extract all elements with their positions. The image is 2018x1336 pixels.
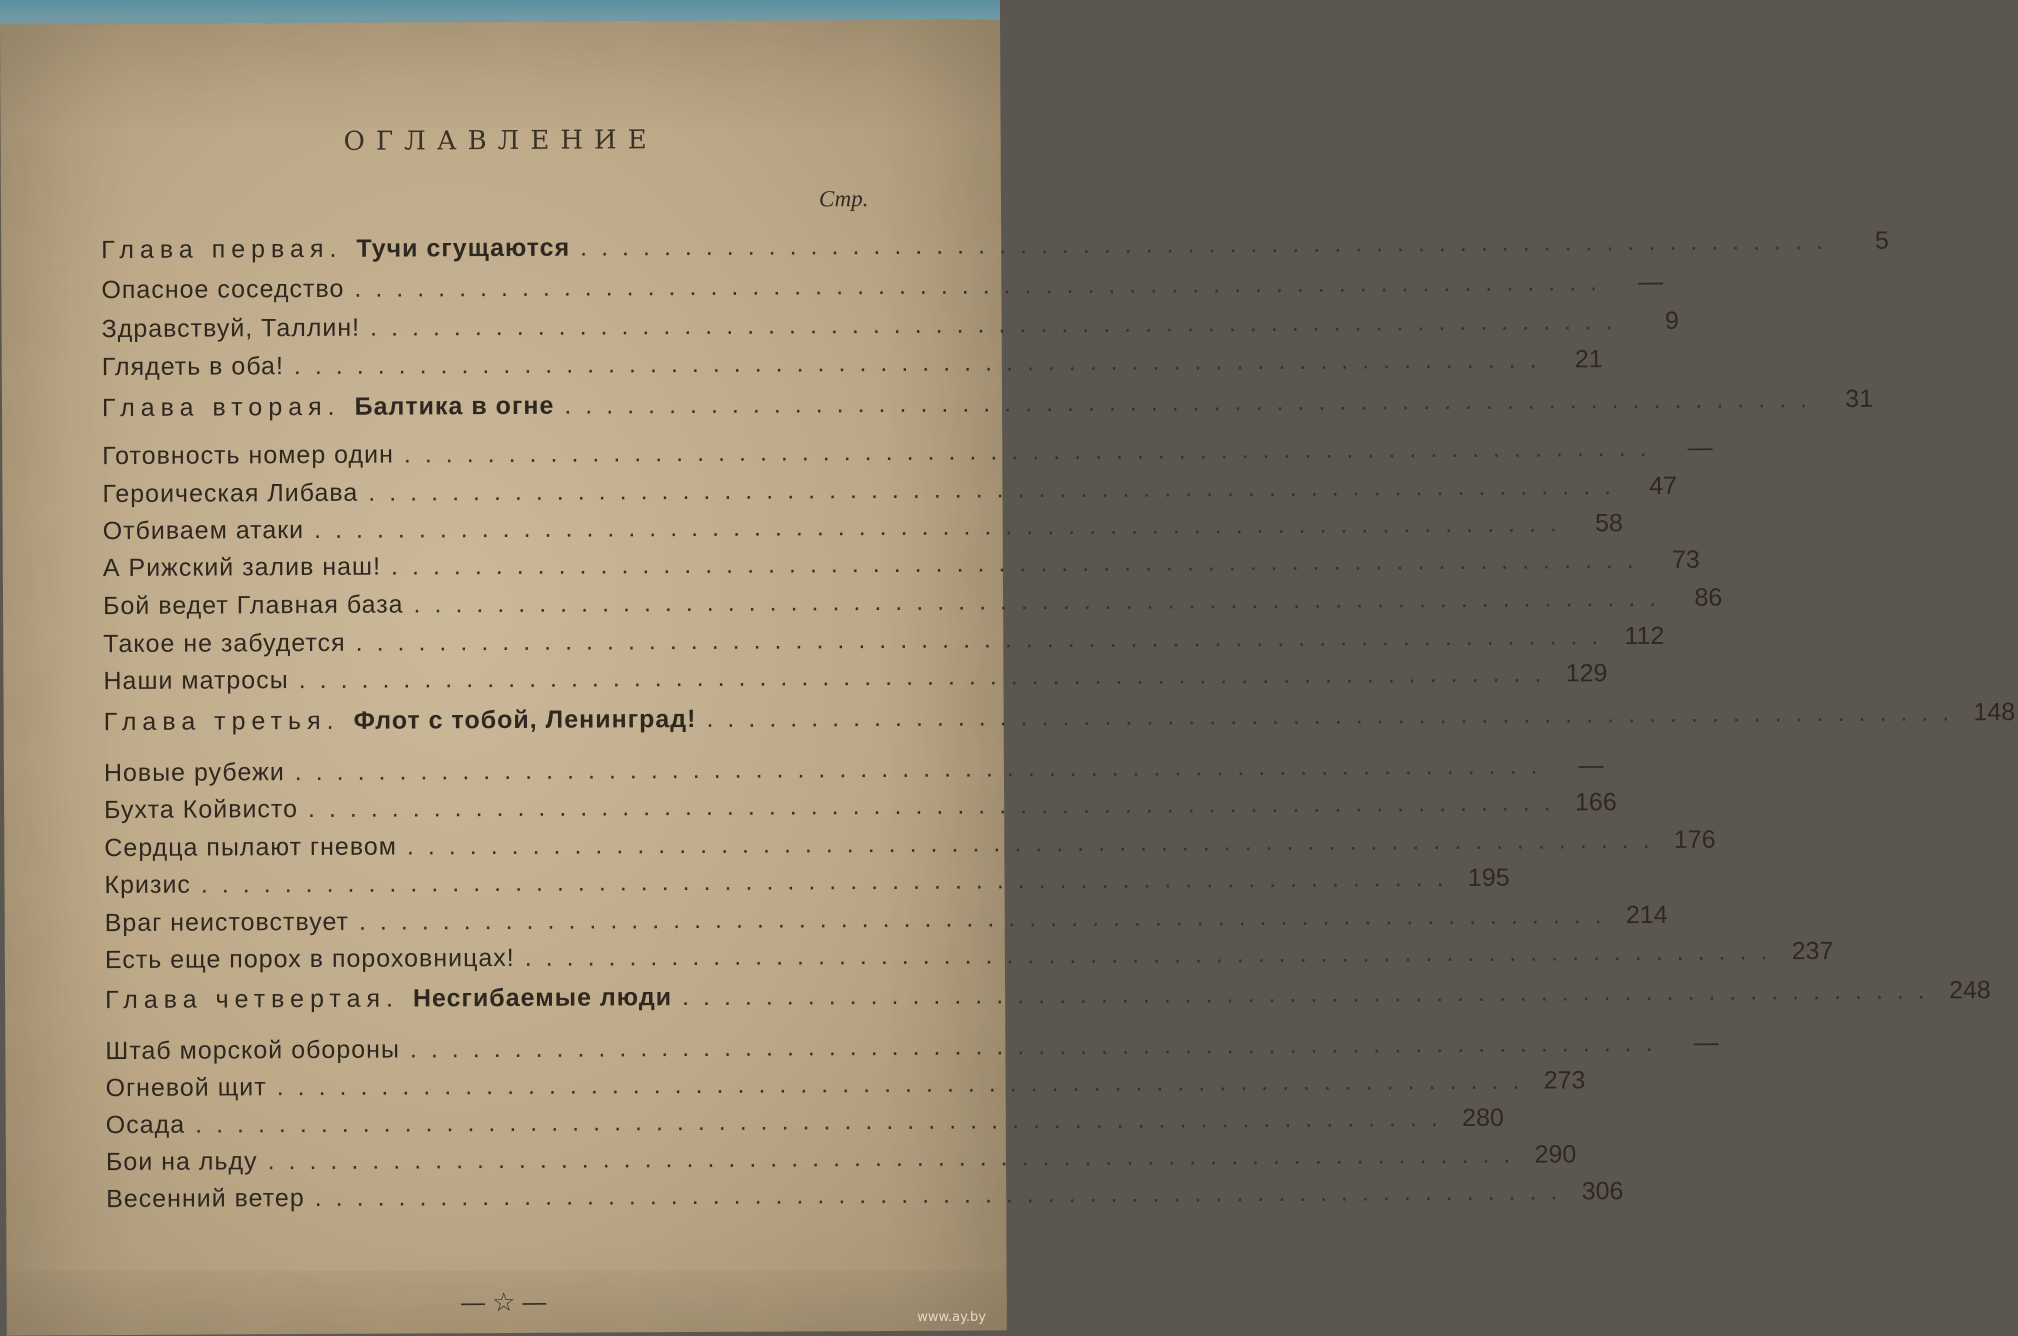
dot-leader: ............................................................ xyxy=(564,385,1822,420)
dot-leader: ............................................................ xyxy=(354,268,1612,303)
page-column-label: Стр. xyxy=(818,186,869,212)
toc-chapter-row xyxy=(103,698,2016,744)
dot-leader: ............................................................ xyxy=(706,698,1964,733)
toc-section-row xyxy=(105,1103,1504,1147)
section-title: Кризис xyxy=(104,870,191,900)
dot-leader: ............................................................ xyxy=(314,1177,1572,1212)
page-number: 148 xyxy=(1973,698,2016,727)
dot-leader: ............................................................ xyxy=(355,622,1613,657)
page-number: 248 xyxy=(1948,976,1991,1005)
watermark: www.ay.by xyxy=(917,1310,986,1325)
toc-section-row xyxy=(102,433,1713,478)
dot-leader: ............................................................ xyxy=(267,1140,1525,1176)
page-number: 31 xyxy=(1845,384,1874,413)
chapter-label: Глава первая. xyxy=(101,234,343,265)
toc-section-row xyxy=(106,1177,1624,1221)
chapter-title: Флот с тобой, Ленинград! xyxy=(353,704,697,735)
page-number: — xyxy=(1578,751,1604,780)
page-number: 129 xyxy=(1565,659,1608,688)
toc-section-row xyxy=(104,788,1617,832)
section-title: Бухта Койвисто xyxy=(104,795,299,825)
section-title: Такое не забудется xyxy=(103,628,346,659)
toc-chapter-row xyxy=(101,384,1874,430)
dot-leader: ............................................................ xyxy=(370,307,1627,342)
chapter-title: Несгибаемые люди xyxy=(412,983,673,1013)
section-title: Готовность номер один xyxy=(102,440,394,471)
section-title: Бои на льду xyxy=(105,1147,258,1177)
dot-leader: ............................................................ xyxy=(298,659,1556,695)
toc-section-row xyxy=(104,900,1668,945)
chapter-label: Глава четвертая. xyxy=(105,984,400,1015)
dot-leader: ............................................................ xyxy=(276,1066,1534,1102)
dot-leader: ............................................................ xyxy=(294,751,1552,787)
page-number: 195 xyxy=(1467,863,1510,892)
section-title: Здравствуй, Таллин! xyxy=(101,313,361,344)
toc-section-row xyxy=(101,345,1603,389)
page-number: 58 xyxy=(1594,509,1623,538)
section-title: Весенний ветер xyxy=(106,1184,305,1214)
dot-leader: ............................................................ xyxy=(293,345,1551,381)
page-number: — xyxy=(1687,433,1713,462)
page-number: — xyxy=(1693,1028,1719,1057)
section-title: Наши матросы xyxy=(103,666,289,696)
toc-section-row xyxy=(102,509,1623,553)
toc-section-row xyxy=(101,267,1664,312)
chapter-heading xyxy=(101,234,570,265)
toc-section-row xyxy=(104,937,1834,982)
dot-leader: ............................................................ xyxy=(390,545,1648,581)
section-title: Героическая Либава xyxy=(102,478,359,509)
book-page xyxy=(0,19,2016,1335)
toc-section-row xyxy=(105,1028,1719,1073)
toc-section-row xyxy=(105,1066,1586,1110)
toc-section-row xyxy=(102,471,1678,516)
page-title: ОГЛАВЛЕНИЕ xyxy=(343,125,658,157)
section-title: Сердца пылают гневом xyxy=(104,832,397,863)
section-title: Глядеть в оба! xyxy=(101,352,284,382)
chapter-title: Тучи сгущаются xyxy=(356,233,571,263)
section-title: А Рижский залив наш! xyxy=(102,552,382,583)
toc-chapter-row xyxy=(105,976,1991,1022)
section-title: Штаб морской обороны xyxy=(105,1035,400,1066)
chapter-label: Глава вторая. xyxy=(101,392,341,423)
page-number: — xyxy=(1637,267,1664,297)
section-title: Огневой щит xyxy=(105,1073,267,1103)
dot-leader: ............................................................ xyxy=(314,509,1571,544)
page-number: 166 xyxy=(1574,788,1617,817)
page-number: 5 xyxy=(1874,226,1889,255)
page-number: 47 xyxy=(1649,471,1678,500)
toc-section-row xyxy=(103,621,1665,666)
toc-section-row xyxy=(102,583,1723,628)
dot-leader: ............................................................ xyxy=(681,976,1939,1012)
dot-leader: ............................................................ xyxy=(403,433,1661,469)
page-number: 86 xyxy=(1694,583,1723,612)
page-number: 176 xyxy=(1673,825,1716,854)
dot-leader: ............................................................ xyxy=(307,788,1565,824)
chapter-title: Балтика в огне xyxy=(354,391,555,421)
chapter-label: Глава третья. xyxy=(103,706,340,737)
page-number: 214 xyxy=(1625,900,1668,930)
chapter-heading xyxy=(105,983,672,1015)
dot-leader: ............................................................ xyxy=(368,472,1626,507)
page-number: 280 xyxy=(1462,1103,1504,1132)
page-number: 237 xyxy=(1791,937,1834,966)
section-title: Осада xyxy=(105,1110,186,1140)
page-number: 306 xyxy=(1581,1177,1624,1206)
chapter-heading xyxy=(102,392,554,423)
section-title: Есть еще порох в пороховницах! xyxy=(104,943,515,975)
dot-leader: ............................................................ xyxy=(413,583,1671,619)
dot-leader: ............................................................ xyxy=(406,825,1664,861)
chapter-heading xyxy=(104,705,697,737)
toc-section-row xyxy=(104,863,1510,907)
dot-leader: ............................................................ xyxy=(195,1104,1452,1139)
toc-section-row xyxy=(104,825,1716,870)
page-number: 21 xyxy=(1574,345,1603,374)
section-title: Отбиваем атаки xyxy=(102,516,305,546)
section-title: Бой ведет Главная база xyxy=(102,590,404,621)
toc-chapter-row xyxy=(101,226,1889,272)
page-number: 112 xyxy=(1624,621,1665,651)
page-number: 9 xyxy=(1664,306,1679,335)
dot-leader: ............................................................ xyxy=(358,901,1616,936)
toc-section-row xyxy=(102,545,1700,590)
page-number: 73 xyxy=(1671,545,1700,574)
dot-leader: ............................................................ xyxy=(200,863,1458,899)
page-number: 290 xyxy=(1534,1140,1577,1169)
dot-leader: ............................................................ xyxy=(524,937,1782,972)
section-title: Новые рубежи xyxy=(103,758,285,788)
toc-section-row xyxy=(101,306,1679,351)
dot-leader: ............................................................ xyxy=(409,1028,1667,1064)
dot-leader: ............................................................ xyxy=(580,227,1837,262)
toc-section-row xyxy=(103,751,1604,795)
toc-section-row xyxy=(103,659,1608,703)
toc-section-row xyxy=(105,1140,1577,1184)
section-title: Враг неистовствует xyxy=(104,907,350,938)
page-number: 273 xyxy=(1543,1066,1586,1095)
section-title: Опасное соседство xyxy=(101,274,345,305)
star-ornament: —☆— xyxy=(459,1287,554,1319)
